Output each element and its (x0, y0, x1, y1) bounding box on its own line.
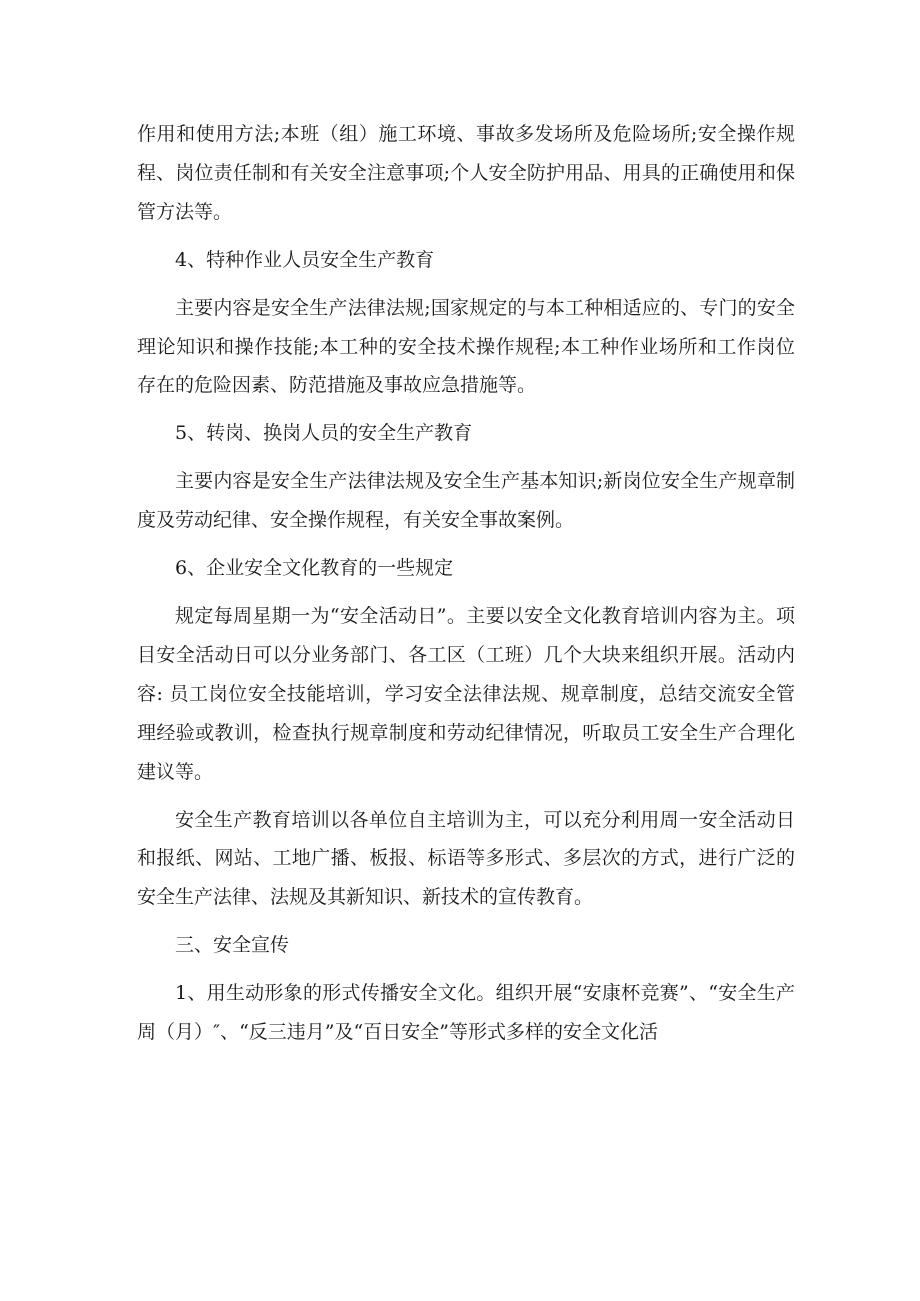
paragraph-special-operations: 主要内容是安全生产法律法规;国家规定的与本工种相适应的、专门的安全理论知识和操作技能;本工种的安全技术操作规程;本工种作业场所和工作岗位存在的危险因素、防范措施及事故应急措施等。 (137, 296, 795, 397)
document-body (137, 115, 795, 1061)
section-heading-safety-publicity: 三、安全宣传 (175, 934, 290, 957)
section-heading-5: 5、转岗、换岗人员的安全生产教育 (175, 422, 473, 445)
paragraph-training-methods: 安全生产教育培训以各单位自主培训为主，可以充分利用周一安全活动日和报纸、网站、工地广播、板报、标语等多形式、多层次的方式，进行广泛的安全生产法律、法规及其新知识、新技术的宣传教育。 (137, 808, 795, 909)
section-heading-4: 4、特种作业人员安全生产教育 (175, 248, 435, 271)
section-heading-6: 6、企业安全文化教育的一些规定 (175, 557, 454, 580)
paragraph-job-transfer: 主要内容是安全生产法律法规及安全生产基本知识;新岗位安全生产规章制度及劳动纪律、安全操作规程，有关安全事故案例。 (137, 470, 795, 532)
paragraph-publicity-1: 1、用生动形象的形式传播安全文化。组织开展“安康杯竞赛”、“安全生产周（月）″、“反三违月”及“百日安全”等形式多样的安全文化活 (137, 982, 795, 1044)
paragraph-safety-activity-day: 规定每周星期一为“安全活动日”。主要以安全文化教育培训内容为主。项目安全活动日可以分业务部门、各工区（工班）几个大块来组织开展。活动内容: 员工岗位安全技能培训，学习安全法律法规、规章制度，总结交流安全管理经验或教训，检查执行规章制度和劳动纪律情况，听取员工安全生产合理化建议等。 (137, 604, 795, 783)
paragraph-continued: 作用和使用方法;本班（组）施工环境、事故多发场所及危险场所;安全操作规程、岗位责任制和有关安全注意事项;个人安全防护用品、用具的正确使用和保管方法等。 (137, 123, 795, 223)
